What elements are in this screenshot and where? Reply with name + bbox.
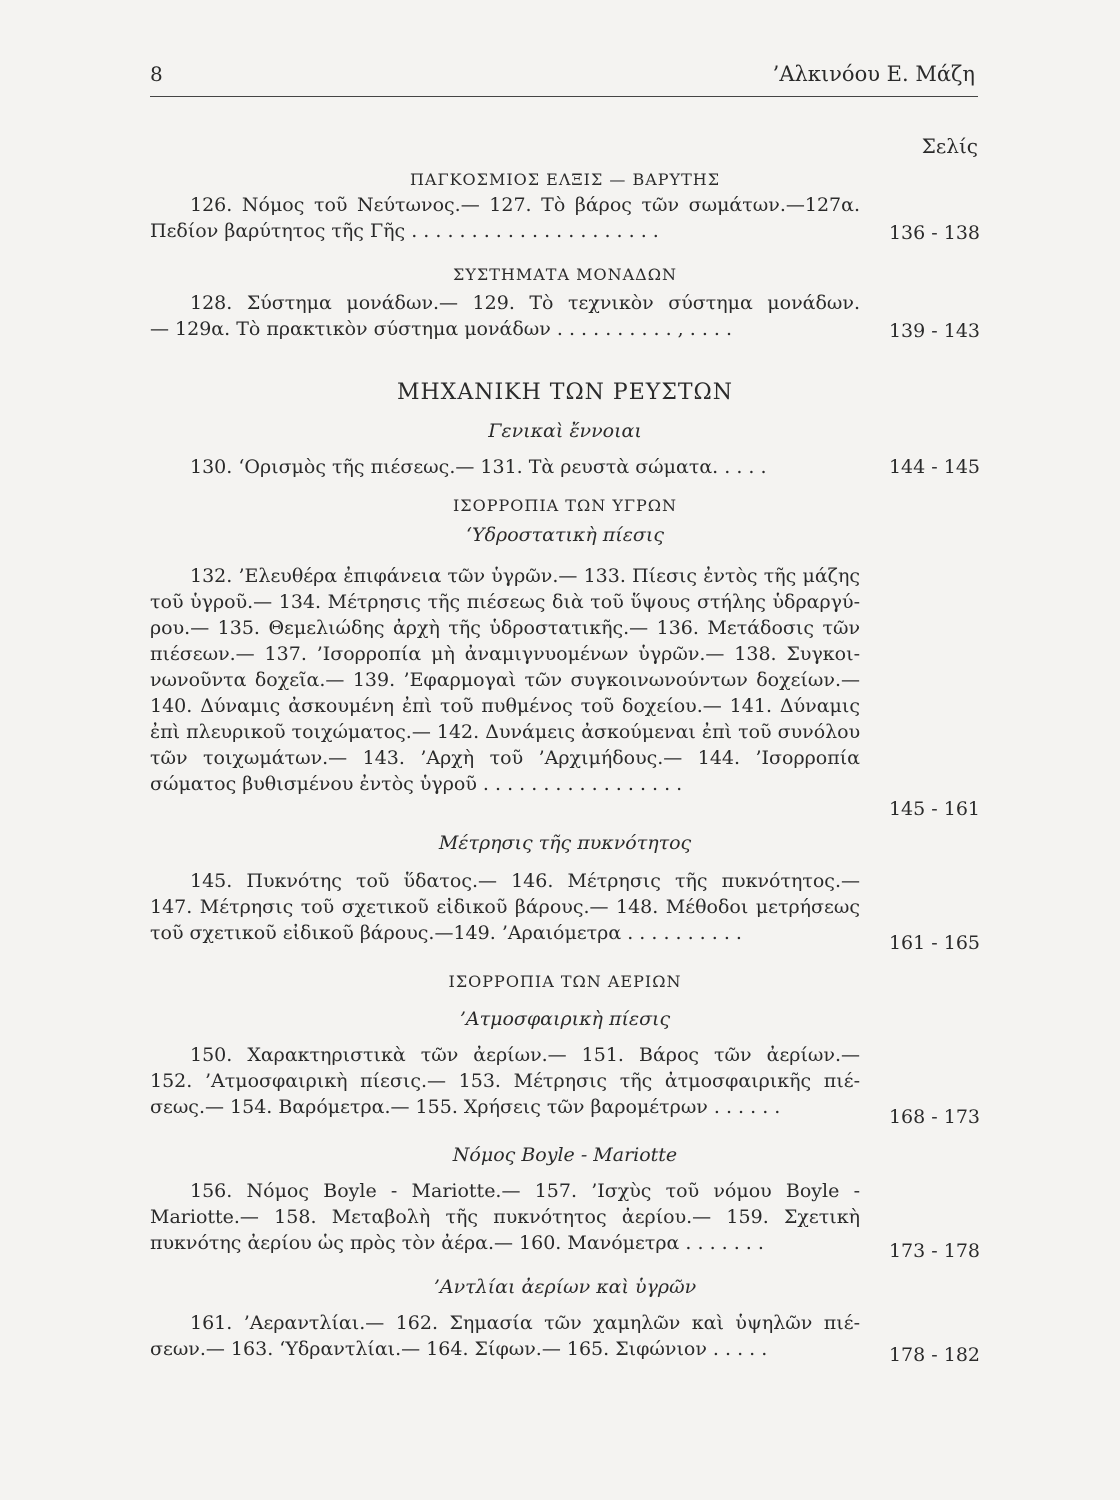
toc-line: Πεδίον βαρύτητος τῆς Γῆς . . . . . . . . . . . . . . . . . . . . . (150, 220, 659, 242)
page-range: 168 - 173 (888, 1106, 980, 1128)
page-range: 145 - 161 (888, 798, 980, 820)
page-range: 178 - 182 (888, 1344, 980, 1366)
subsection-heading: Γενικαὶ ἔννοιαι (488, 420, 642, 442)
toc-entry (150, 1178, 860, 1256)
toc-entry (150, 1042, 860, 1120)
toc-entry (150, 290, 860, 342)
toc-entry (150, 454, 860, 480)
toc-line: 156. Νόμος Boyle - Mariotte.— 157. ’Ισχὺς τοῦ νόμου Boyle - (190, 1180, 860, 1202)
toc-line: τοῦ σχετικοῦ εἰδικοῦ βάρους.—149. ’Αραιόμετρα . . . . . . . . . . (150, 922, 742, 944)
toc-line: πιέσεων.— 137. ’Ισορροπία μὴ ἀναμιγνυομένων ὑγρῶν.— 138. Συγκοι- (150, 643, 860, 665)
toc-line: — 129α. Τὸ πρακτικὸν σύστημα μονάδων . . . . . . . . . . , . . . . (150, 318, 733, 340)
subsection-heading: ’Ατμοσφαιρικὴ πίεσις (459, 1008, 671, 1030)
toc-entry (150, 1310, 860, 1362)
toc-line: 147. Μέτρησις τοῦ σχετικοῦ εἰδικοῦ βάρους.— 148. Μέθοδοι μετρήσεως (150, 896, 860, 918)
toc-line: ἐπὶ πλευρικοῦ τοιχώματος.— 142. Δυνάμεις ἀσκούμεναι ἐπὶ τοῦ συνόλου (150, 721, 861, 743)
toc-line: τῶν τοιχωμάτων.— 143. ’Αρχὴ τοῦ ’Αρχιμήδους.— 144. ’Ισορροπία (150, 747, 860, 769)
toc-line: 145. Πυκνότης τοῦ ὕδατος.— 146. Μέτρησις τῆς πυκνότητος.— (190, 870, 860, 892)
toc-line: 132. ’Ελευθέρα ἐπιφάνεια τῶν ὑγρῶν.— 133. Πίεσις ἐντὸς τῆς μάζης (190, 565, 860, 587)
toc-line: σεων.— 163. ‘Υδραντλίαι.— 164. Σίφων.— 165. Σιφώνιον . . . . . (150, 1338, 768, 1360)
running-head-author: ’Αλκινόου Ε. Μάζη (772, 62, 975, 86)
toc-line: 140. Δύναμις ἀσκουμένη ἐπὶ τοῦ πυθμένος τοῦ δοχείου.— 141. Δύναμις (150, 695, 860, 717)
toc-line: νωνοῦντα δοχεῖα.— 139. ’Εφαρμογαὶ τῶν συγκοινωνούντων δοχείων.— (150, 669, 860, 691)
subsection-heading: Μέτρησις τῆς πυκνότητος (438, 832, 692, 854)
section-heading: ΙΣΟΡΡΟΠΙΑ ΤΩΝ ΑΕΡΙΩΝ (448, 972, 682, 991)
toc-line: σεως.— 154. Βαρόμετρα.— 155. Χρήσεις τῶν βαρομέτρων . . . . . . (150, 1096, 781, 1118)
toc-entry (150, 563, 860, 797)
toc-line: 161. ’Αεραντλίαι.— 162. Σημασία τῶν χαμηλῶν καὶ ὑψηλῶν πιέ- (190, 1312, 860, 1334)
section-heading: ΣΥΣΤΗΜΑΤΑ ΜΟΝΑΔΩΝ (453, 265, 677, 284)
toc-entry (150, 868, 860, 946)
toc-entry (150, 192, 860, 244)
page-range: 161 - 165 (888, 932, 980, 954)
part-title: ΜΗΧΑΝΙΚΗ ΤΩΝ ΡΕΥΣΤΩΝ (396, 380, 734, 405)
toc-line: τοῦ ὑγροῦ.— 134. Μέτρησις τῆς πιέσεως διὰ τοῦ ὕψους στήλης ὑδραργύ- (150, 591, 860, 613)
toc-line: Mariotte.— 158. Μεταβολὴ τῆς πυκνότητος ἀερίου.— 159. Σχετικὴ (150, 1206, 860, 1228)
subsection-heading: Νόμος Boyle - Mariotte (452, 1144, 678, 1166)
toc-line: 126. Νόμος τοῦ Νεύτωνος.— 127. Τὸ βάρος τῶν σωμάτων.—127α. (190, 194, 860, 216)
section-heading: ΠΑΓΚΟΣΜΙΟΣ ΕΛΞΙΣ — ΒΑΡΥΤΗΣ (409, 170, 721, 189)
toc-line: 150. Χαρακτηριστικὰ τῶν ἀερίων.— 151. Βάρος τῶν ἀερίων.— (190, 1044, 860, 1066)
subsection-heading: ’Αντλίαι ἀερίων καὶ ὑγρῶν (433, 1276, 697, 1298)
toc-line: 130. ‘Ορισμὸς τῆς πιέσεως.— 131. Τὰ ρευστὰ σώματα. . . . . (190, 456, 767, 478)
toc-line: πυκνότης ἀερίου ὡς πρὸς τὸν ἀέρα.— 160. Μανόμετρα . . . . . . . (150, 1232, 764, 1254)
section-heading: ΙΣΟΡΡΟΠΙΑ ΤΩΝ ΥΓΡΩΝ (452, 496, 678, 515)
page-range: 173 - 178 (888, 1240, 980, 1262)
toc-line: 152. ’Ατμοσφαιρικὴ πίεσις.— 153. Μέτρησις τῆς ἀτμοσφαιρικῆς πιέ- (150, 1070, 860, 1092)
page-header (150, 62, 975, 96)
subsection-heading: ‘Υδροστατικὴ πίεσις (466, 524, 664, 546)
toc-line: ρου.— 135. Θεμελιώδης ἀρχὴ τῆς ὑδροστατικῆς.— 136. Μετάδοσις τῶν (150, 617, 860, 639)
header-rule (150, 96, 978, 97)
toc-line: 128. Σύστημα μονάδων.— 129. Τὸ τεχνικὸν σύστημα μονάδων. (190, 292, 860, 314)
page-range: 144 - 145 (888, 456, 980, 478)
toc-line: σώματος βυθισμένου ἐντὸς ὑγροῦ . . . . . . . . . . . . . . . . . (150, 773, 683, 795)
page-number: 8 (150, 62, 163, 86)
page-range: 136 - 138 (888, 222, 980, 244)
page-range: 139 - 143 (888, 320, 980, 342)
column-label: Σελίς (921, 134, 978, 158)
